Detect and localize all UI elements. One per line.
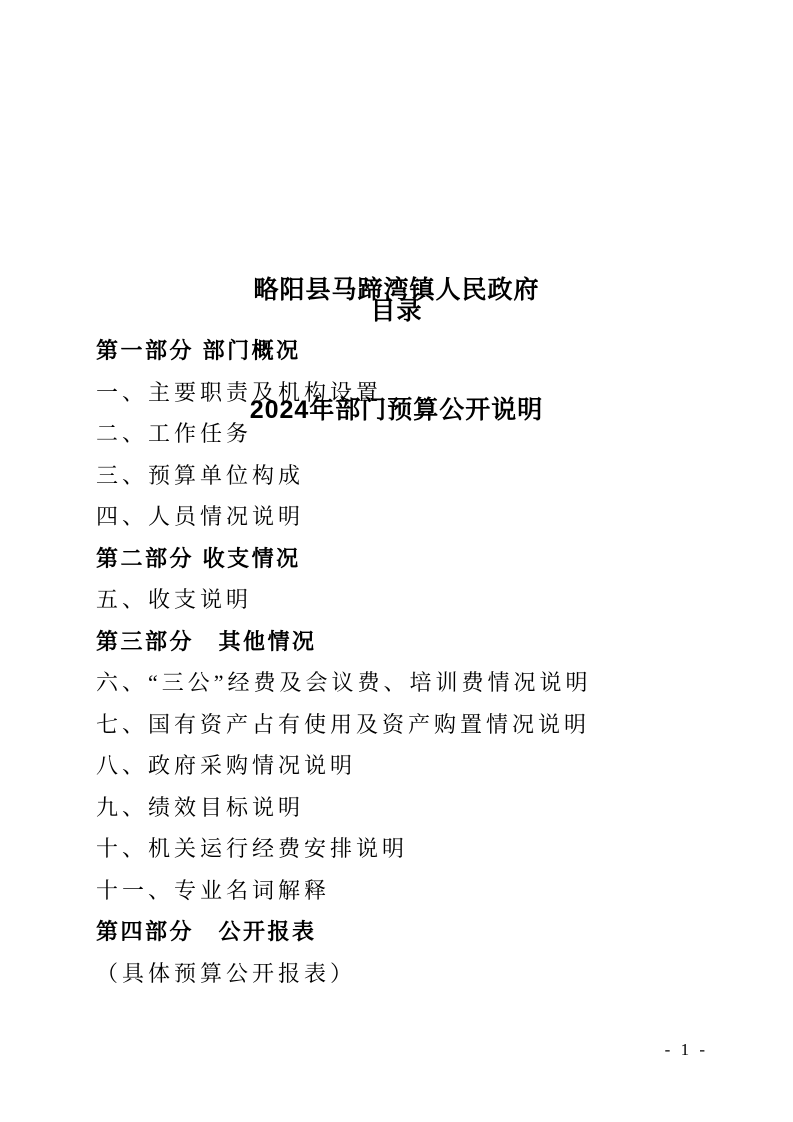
toc-item: 三、预算单位构成: [96, 462, 305, 488]
toc-item: 五、收支说明: [96, 587, 253, 612]
toc-section-heading: 第四部分 公开报表: [96, 919, 317, 944]
document-title-line2: 2024年部门预算公开说明: [249, 396, 544, 424]
toc-item: （具体预算公开报表）: [96, 960, 357, 986]
toc-item: 二、工作任务: [96, 421, 253, 446]
table-of-contents: [96, 330, 703, 994]
toc-item: 一、主要职责及机构设置: [96, 379, 383, 405]
toc-item: 九、绩效目标说明: [96, 794, 305, 820]
toc-section-heading: 第一部分 部门概况: [96, 338, 301, 363]
toc-item: 六、“三公”经费及会议费、培训费情况说明: [96, 670, 592, 695]
toc-section-heading: 第三部分 其他情况: [96, 628, 317, 654]
toc-item: 七、国有资产占有使用及资产购置情况说明: [96, 711, 591, 737]
toc-heading: 目录: [370, 297, 423, 325]
toc-item: 十、机关运行经费安排说明: [96, 836, 409, 861]
toc-item: 十一、专业名词解释: [96, 877, 331, 903]
toc-section-heading: 第二部分 收支情况: [96, 545, 301, 571]
toc-item: 四、人员情况说明: [96, 504, 305, 529]
page-number: - 1 -: [664, 1040, 708, 1059]
document-title-line1: 略阳县马蹄湾镇人民政府: [253, 276, 540, 304]
toc-item: 八、政府采购情况说明: [96, 753, 357, 778]
